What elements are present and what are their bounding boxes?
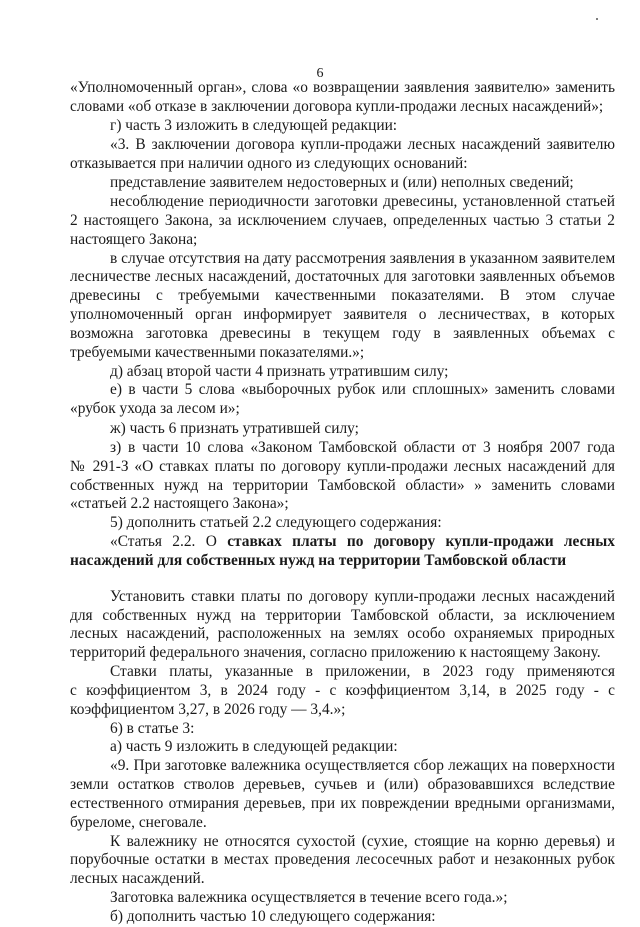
text-line: № 291-З «О ставках платы по договору купли-продажи лесных насаждений для bbox=[70, 458, 615, 475]
text-line: земли остатков стволов деревьев, сучьев и (или) образовавшихся вследствие bbox=[70, 776, 615, 793]
text-line: лесных насаждений. bbox=[70, 870, 205, 887]
text-line: лесных насаждений, расположенных на землях особо охраняемых природных bbox=[70, 625, 615, 642]
text-line: Установить ставки платы по договору купли-продажи лесных насаждений bbox=[110, 588, 615, 605]
text-line: словами «об отказе в заключении договора купли-продажи лесных насаждений»; bbox=[70, 98, 604, 115]
text-line: лесничестве лесных насаждений, достаточных для заготовки заявленных объемов bbox=[70, 268, 615, 285]
text-line: е) в части 5 слова «выборочных рубок или сплошных» заменить словами bbox=[110, 381, 615, 398]
scan-speck bbox=[596, 18, 598, 20]
text-line: буреломе, снеговале. bbox=[70, 814, 207, 831]
article-heading-line: «Статья 2.2. О ставках платы по договору купли-продажи лесных bbox=[110, 533, 615, 550]
text-line: ж) часть 6 признать утратившей силу; bbox=[110, 420, 359, 437]
text-line: 5) дополнить статьей 2.2 следующего содержания: bbox=[110, 514, 442, 531]
text-line: требуемыми качественными показателями.»; bbox=[70, 344, 365, 361]
text-line: «рубок ухода за лесом и»; bbox=[70, 400, 240, 417]
text-line: д) абзац второй части 4 признать утратившим силу; bbox=[110, 363, 449, 380]
text-line: несоблюдение периодичности заготовки древесины, установленной статьей bbox=[110, 193, 615, 210]
text-line: 2 настоящего Закона, за исключением случаев, определенных частью 3 статьи 2 bbox=[70, 212, 615, 229]
text-line: возможна заготовка древесины в текущем году в заявленных объемах с bbox=[70, 325, 615, 342]
text-line: территорий федерального значения, согласно приложению к настоящему Закону. bbox=[70, 644, 601, 661]
text-line: «статьей 2.2 настоящего Закона»; bbox=[70, 495, 289, 512]
page-number: 6 bbox=[316, 66, 324, 81]
text-line: г) часть 3 изложить в следующей редакции: bbox=[110, 117, 398, 134]
text-line: с коэффициентом 3, в 2024 году - с коэффициентом 3,14, в 2025 году - с bbox=[70, 682, 615, 699]
text-line: 6) в статье 3: bbox=[110, 720, 195, 737]
text-line: коэффициентом 3,27, в 2026 году — 3,4.»; bbox=[70, 701, 346, 718]
text-line: «3. В заключении договора купли-продажи лесных насаждений заявителю bbox=[110, 136, 615, 153]
text-line: собственных нужд на территории Тамбовской области» » заменить словами bbox=[70, 477, 615, 494]
text-line: в случае отсутствия на дату рассмотрения заявления в указанном заявителем bbox=[110, 250, 616, 267]
text-line: для собственных нужд на территории Тамбовской области, за исключением bbox=[70, 607, 615, 624]
text-line: а) часть 9 изложить в следующей редакции: bbox=[110, 738, 398, 755]
text-line: порубочные остатки в местах проведения лесосечных работ и незаконных рубок bbox=[70, 851, 615, 868]
text-line: насаждений для собственных нужд на территории Тамбовской области bbox=[70, 552, 567, 569]
text-line: уполномоченный орган информирует заявителя о лесничествах, в которых bbox=[70, 306, 615, 323]
text-line: «9. При заготовке валежника осуществляется сбор лежащих на поверхности bbox=[110, 757, 615, 774]
text-line: настоящего Закона; bbox=[70, 231, 198, 248]
text-line: представление заявителем недостоверных и (или) неполных сведений; bbox=[110, 174, 574, 191]
text-line: «Уполномоченный орган», слова «о возвращении заявления заявителю» заменить bbox=[70, 79, 615, 96]
text-line: Ставки платы, указанные в приложении, в 2023 году применяются bbox=[110, 663, 615, 680]
text-line: древесины с требуемыми качественными показателями. В этом случае bbox=[70, 287, 615, 304]
text-line: з) в части 10 слова «Законом Тамбовской области от 3 ноября 2007 года bbox=[110, 439, 615, 456]
text-line: б) дополнить частью 10 следующего содержания: bbox=[110, 908, 436, 925]
text-line: отказывается при наличии одного из следующих оснований: bbox=[70, 155, 468, 172]
text-line: К валежнику не относятся сухостой (сухие, стоящие на корню деревья) и bbox=[110, 833, 615, 850]
text-line: Заготовка валежника осуществляется в течение всего года.»; bbox=[110, 889, 508, 906]
text-line: естественного отмирания деревьев, при их повреждении вредными организмами, bbox=[70, 795, 615, 812]
